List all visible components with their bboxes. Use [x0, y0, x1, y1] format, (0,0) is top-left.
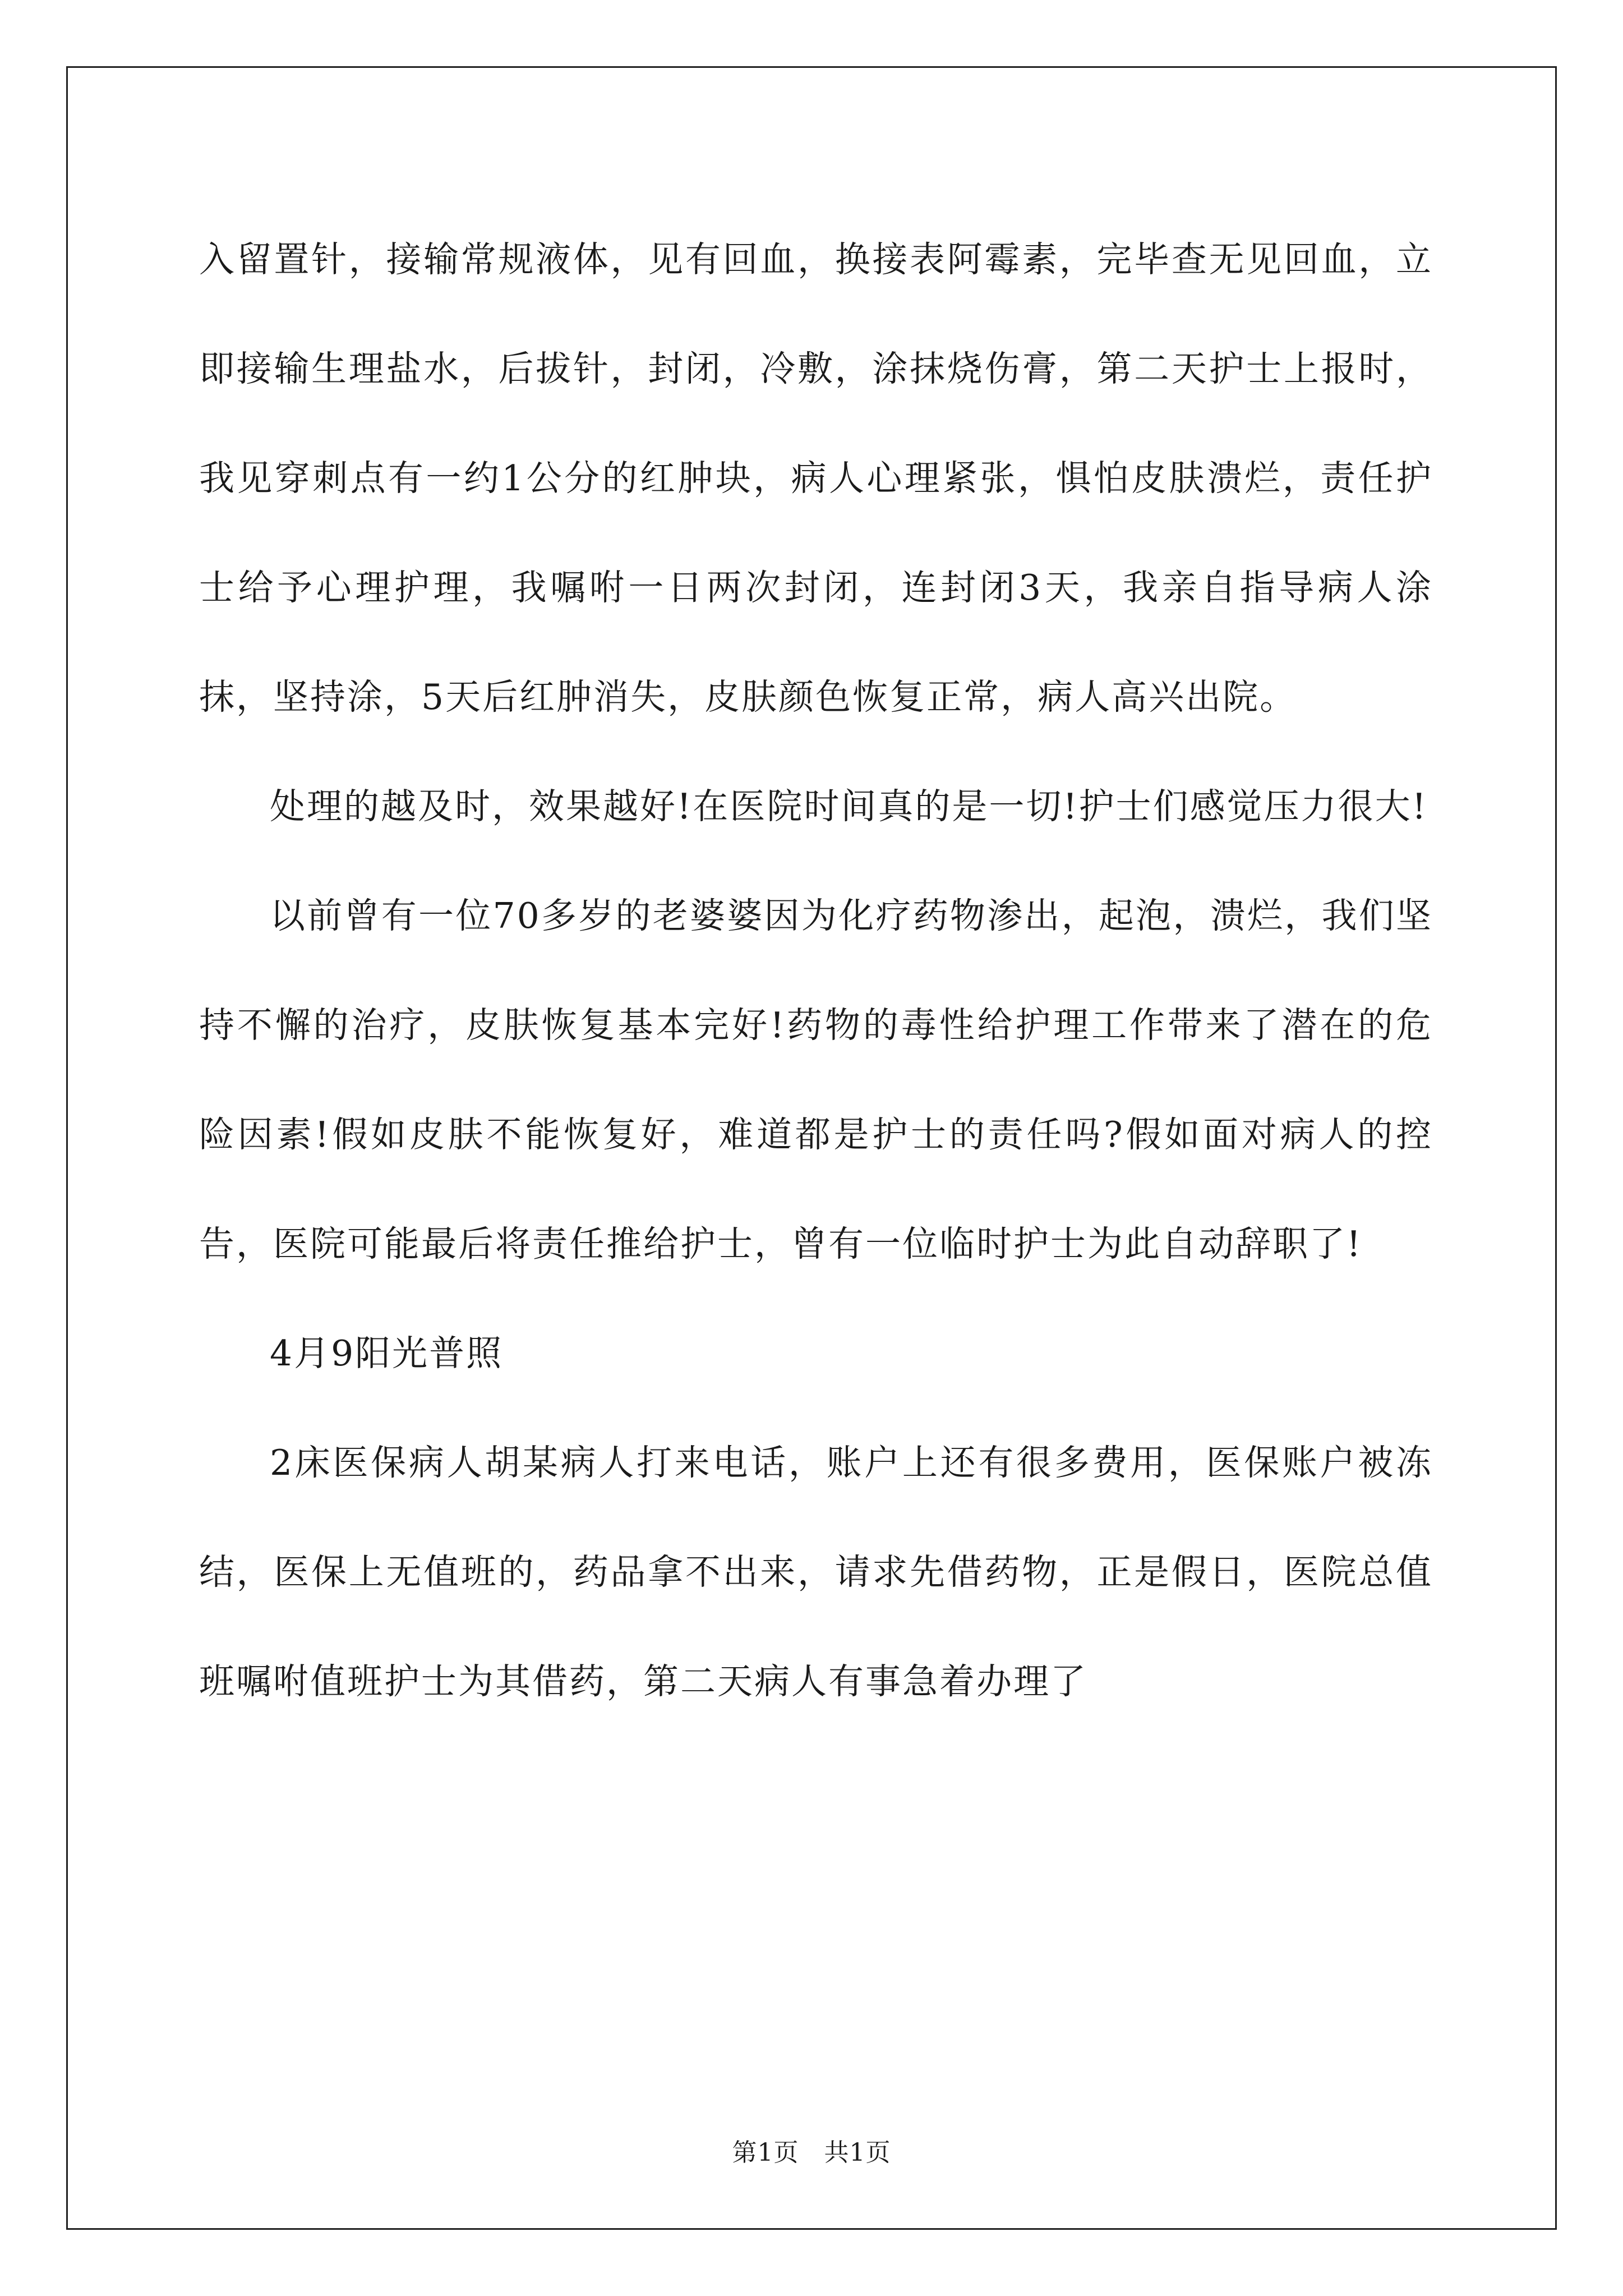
paragraph-1: 入留置针，接输常规液体，见有回血，换接表阿霉素，完毕查无见回血，立即接输生理盐水，后拔针，封闭，冷敷，涂抹烧伤膏，第二天护士上报时，我见穿刺点有一约1公分的红肿块，病人心理紧张，惧怕皮肤溃烂，责任护士给予心理护理，我嘱咐一日两次封闭，连封闭3天，我亲自指导病人涂抹，坚持涂，5天后红肿消失，皮肤颜色恢复正常，病人高兴出院。 [199, 239, 1433, 717]
paragraph-3: 以前曾有一位70多岁的老婆婆因为化疗药物渗出，起泡，溃烂，我们坚持不懈的治疗，皮肤恢复基本完好!药物的毒性给护理工作带来了潜在的危险因素!假如皮肤不能恢复好，难道都是护士的责任吗?假如面对病人的控告，医院可能最后将责任推给护士，曾有一位临时护士为此自动辞职了! [199, 895, 1433, 1264]
paragraph-5: 2床医保病人胡某病人打来电话，账户上还有很多费用，医保账户被冻结，医保上无值班的，药品拿不出来，请求先借药物，正是假日，医院总值班嘱咐值班护士为其借药，第二天病人有事急着办理了 [199, 1442, 1433, 1702]
paragraph-date-heading: 4月9阳光普照 [270, 1333, 504, 1374]
page-number: 第1页 共1页 [732, 2138, 891, 2167]
document-body [199, 205, 1433, 1736]
paragraph-2: 处理的越及时，效果越好!在医院时间真的是一切!护士们感觉压力很大! [270, 786, 1428, 827]
